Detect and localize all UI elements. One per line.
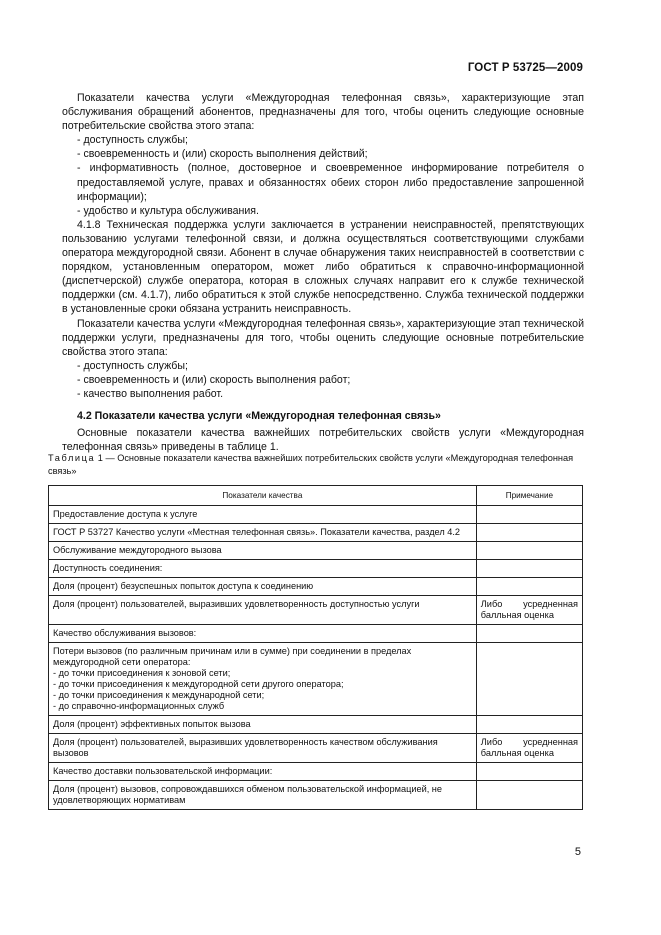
indicator-cell: Потери вызовов (по различным причинам или в сумме) при соединении в пределах междугородной сети оператора: - до точки присоединения к зоновой сети; - до точки присоединения к междугородной сети другого оператора; - до точки присоединения к международной сети; - до справочно-информационных служб xyxy=(49,643,477,716)
note-cell xyxy=(476,578,582,596)
table-row xyxy=(49,625,583,643)
note-cell xyxy=(476,643,582,716)
table-caption-label: Таблица xyxy=(48,453,96,463)
paragraph: Показатели качества услуги «Междугородная телефонная связь», характеризующие этап технической поддержки услуги, предназначены для того, чтобы оценить следующие основные потребительские свойства этого этапа: xyxy=(62,317,584,358)
indicator-cell: Доступность соединения: xyxy=(49,560,477,578)
table-row xyxy=(49,734,583,763)
list-item: - качество выполнения работ. xyxy=(77,387,224,400)
indicator-cell: Доля (процент) безуспешных попыток доступа к соединению xyxy=(49,578,477,596)
list-item: - своевременность и (или) скорость выполнения действий; xyxy=(77,148,368,161)
paragraph: 4.1.8 Техническая поддержка услуги заключается в устранении неисправностей, препятствующих пользованию услугами телефонной связи, и должна осуществляться соответствующими службами оператора междугородной связи. Абонент в случае обнаружения таких неисправностей в соответствии с порядком, установленным оператором, может либо обратиться к справочно-информационной (диспетчерской) службе оператора, которая в сложных случаях направит его к службе технической поддержки (см. 4.1.7), либо обратиться к этой службе непосредственно. Служба технической поддержки в установленные сроки обязана устранить неисправность. xyxy=(62,218,584,316)
section-title: 4.2 Показатели качества услуги «Междугородная телефонная связь» xyxy=(77,410,441,423)
quality-indicators-table xyxy=(48,485,583,810)
table-row xyxy=(49,560,583,578)
indicator-cell: Доля (процент) пользователей, выразивших удовлетворенность доступностью услуги xyxy=(49,596,477,625)
table-row xyxy=(49,506,583,524)
note-cell xyxy=(476,625,582,643)
document-code: ГОСТ Р 53725—2009 xyxy=(467,62,583,74)
indicator-cell: Качество обслуживания вызовов: xyxy=(49,625,477,643)
note-cell xyxy=(476,763,582,781)
note-cell xyxy=(476,716,582,734)
note-cell xyxy=(476,524,582,542)
table-row xyxy=(49,781,583,810)
table-row xyxy=(49,524,583,542)
indicator-cell: Доля (процент) пользователей, выразивших удовлетворенность качеством обслуживания вызовов xyxy=(49,734,477,763)
note-cell xyxy=(476,542,582,560)
table-row xyxy=(49,716,583,734)
table-row xyxy=(49,578,583,596)
list-item: - доступность службы; xyxy=(77,359,188,372)
indicator-cell: Доля (процент) вызовов, сопровождавшихся обменом пользовательской информацией, не удовлетворяющих нормативам xyxy=(49,781,477,810)
indicator-cell: Доля (процент) эффективных попыток вызова xyxy=(49,716,477,734)
paragraph: Показатели качества услуги «Междугородная телефонная связь», характеризующие этап обслуживания обращений абонентов, предназначены для того, чтобы оценить следующие основные потребительские свойства этого этапа: xyxy=(62,92,584,133)
paragraph: Основные показатели качества важнейших потребительских свойств услуги «Междугородная телефонная связь» приведены в таблице 1. xyxy=(62,427,584,454)
table-row xyxy=(49,596,583,625)
table-row xyxy=(49,763,583,781)
table-row xyxy=(49,643,583,716)
indicator-cell: ГОСТ Р 53727 Качество услуги «Местная телефонная связь». Показатели качества, раздел 4.2 xyxy=(49,524,477,542)
indicator-cell: Обслуживание междугородного вызова xyxy=(49,542,477,560)
list-item: - своевременность и (или) скорость выполнения работ; xyxy=(77,373,351,386)
indicator-cell: Качество доставки пользовательской информации: xyxy=(49,763,477,781)
table-row xyxy=(49,542,583,560)
page-number: 5 xyxy=(574,846,581,858)
column-header-indicators: Показатели качества xyxy=(49,486,477,506)
table-header-row xyxy=(49,486,583,506)
note-cell xyxy=(476,560,582,578)
table-body xyxy=(49,506,583,810)
note-cell xyxy=(476,506,582,524)
list-item: - доступность службы; xyxy=(77,134,188,147)
indicator-cell: Предоставление доступа к услуге xyxy=(49,506,477,524)
body-text xyxy=(62,91,584,454)
table-caption-text: 1 — Основные показатели качества важнейших потребительских свойств услуги «Междугородная телефонная связь» xyxy=(48,453,574,476)
note-cell: Либо усредненная балльная оценка xyxy=(476,734,582,763)
table-caption xyxy=(48,452,588,477)
list-item: - информативность (полное, достоверное и своевременное информирование потребителя о предоставляемой услуге, правах и обязанностях обеих сторон либо предоставление запрошенной информации); xyxy=(77,162,584,203)
note-cell xyxy=(476,781,582,810)
column-header-note: Примечание xyxy=(476,486,582,506)
list-item: - удобство и культура обслуживания. xyxy=(77,204,259,217)
note-cell: Либо усредненная балльная оценка xyxy=(476,596,582,625)
